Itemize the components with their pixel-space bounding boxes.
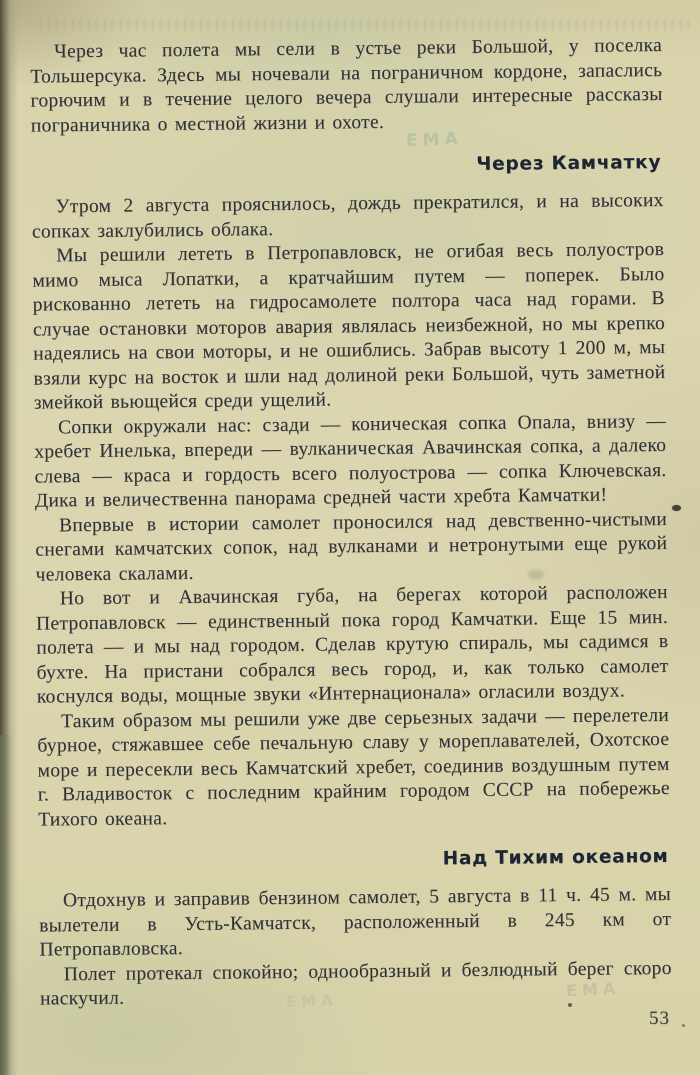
ink-speck xyxy=(682,1024,685,1027)
section-heading-cherez-kamchatku: Через Камчатку xyxy=(476,151,662,175)
ink-speck xyxy=(672,505,681,511)
paragraph: Полет протекал спокойно; однообразный и безлюдный берег скоро наскучил. xyxy=(39,957,672,1010)
paragraph: Сопки окружали нас: сзади — коническая сопка Опала, внизу — хребет Инелька, впереди — вулканическая Авачинская сопка, а далеко слева — краса и гордость всего полуострова — сопка Ключевская. Дика и величественна панорама средней части хребта Камчатки! xyxy=(34,410,667,512)
ink-speck xyxy=(568,1003,572,1007)
paragraph: Через час полета мы сели в устье реки Большой, у поселка Тольшерсука. Здесь мы ночевали на пограничном кордоне, запаслись горючим и в течение целого вечера слушали интересные рассказы пограничника о местной жизни и охоте. xyxy=(30,34,663,137)
paragraph: Но вот и Авачинская губа, на берегах которой расположен Петропавловск — единственный пока город Камчатки. Еще 15 мин. полета — и мы над городом. Сделав крутую спираль, мы садимся в бухте. На пристани собрался весь город, и, как только самолет коснулся воды, мощные звуки «Интернационала» огласили воздух. xyxy=(35,581,669,708)
watermark-stamp: ЕМА xyxy=(285,991,339,1011)
watermark-stamp: ЕМА xyxy=(405,129,464,151)
watermark-stamp: ЕМА xyxy=(565,978,621,1001)
paper-smudge xyxy=(528,570,544,580)
paragraph: Впервые в истории самолет проносился над девственно-чистыми снегами камчатских сопок, над вулканами и нетронутыми еще рукой человека скалами. xyxy=(35,508,668,586)
paragraph: Отдохнув и заправив бензином самолет, 5 августа в 11 ч. 45 м. мы вылетели в Усть-Камчатск, расположенный в 245 км от Петропавловска. xyxy=(39,883,672,961)
section-heading-nad-tihim-okeanom: Над Тихим океаном xyxy=(442,845,669,870)
paragraph: Таким образом мы решили уже две серьезных задачи — перелетели бурное, стяжавшее себе печальную славу у мореплавателей, Охотское море и пересекли весь Камчатский хребет, соединив воздушным путем г. Владивосток с последним крайним городом СССР на побережье Тихого океана. xyxy=(37,704,670,831)
paragraph: Утром 2 августа прояснилось, дождь прекратился, и на высоких сопках заклубились облака. xyxy=(31,189,664,243)
page-number: 53 xyxy=(649,1008,670,1029)
paragraph: Мы решили лететь в Петропавловск, не огибая весь полуостров мимо мыса Лопатки, а кратчайшим путем — поперек. Было рискованно лететь на гидросамолете полтора часа над горами. В случае остановки моторов авария являлась неизбежной, но мы крепко надеялись на свои моторы, и не ошиблись. Забрав высоту 1 200 м, мы взяли курс на восток и шли над долиной реки Большой, чуть заметной змейкой вьющейся среди ущелий. xyxy=(32,238,666,414)
